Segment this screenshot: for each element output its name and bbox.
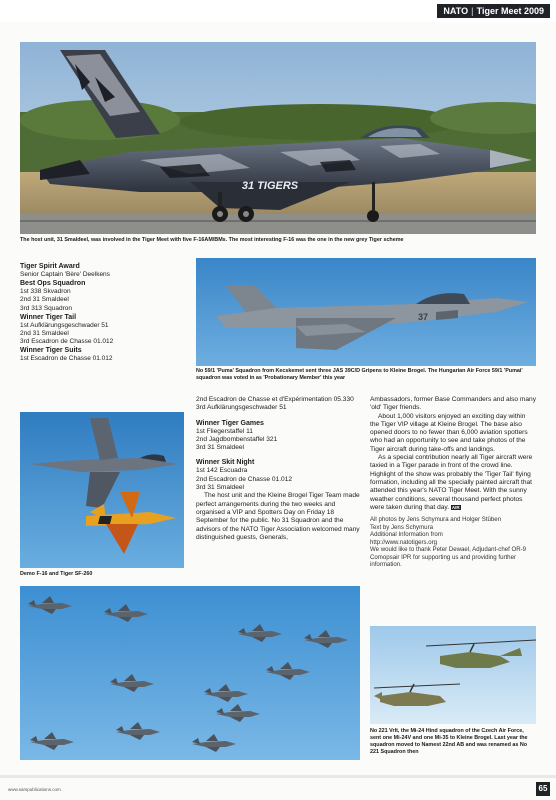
- award-title: Winner Tiger Tail: [20, 313, 77, 321]
- text-line: 1st Fliegerstaffel 11: [196, 427, 253, 435]
- demo-photo: [20, 412, 184, 568]
- credits: [370, 516, 536, 569]
- award-line: 1st 338 Skvadron: [20, 288, 71, 296]
- skit-heading: Winner Skit Night: [196, 459, 255, 467]
- body-text: As a special contribution nearly all Tiger aircraft were taxied in a Tiger parade in front of the crowd line. Highlight of the show was probably the 'Tiger Tail' flying formation, including all the specially painted aircraft that attended this year's NATO Tiger Meet. With the sunny weather conditions, several thousand perfect photos were taken during that day.: [370, 454, 533, 511]
- award-block: [20, 346, 192, 363]
- award-line: 2nd 31 Smaldeel: [20, 330, 69, 338]
- mi24-caption: No 221 Vrlt, the Mi-24 Hind squadron of the Czech Air Force, sent one Mi-24V and one Mi-35 to Kleine Brogel. Last year the squadron moved to Namest 22nd AB and was renamed as No 221 Squadron then: [370, 728, 528, 755]
- gripen-number: 37: [418, 312, 429, 322]
- award-line: Senior Captain 'Bère' Deelkens: [20, 271, 110, 278]
- text-line: 2nd Jagdbombenstaffel 321: [196, 435, 278, 443]
- credit-thanks: We would like to thank Peter Dewael, Adjudant-chef OR-9 Comopsair IPR for supporting us and providing further information.: [370, 546, 527, 569]
- awards-list: [20, 262, 192, 364]
- award-block: [20, 313, 192, 347]
- credit-url[interactable]: http://www.natotigers.org: [370, 538, 438, 546]
- award-title: Tiger Spirit Award: [20, 263, 80, 270]
- award-line: 3rd Escadron de Chasse 01.012: [20, 338, 114, 346]
- body-paragraph: [370, 454, 536, 512]
- body-paragraph: About 1,000 visitors enjoyed an exciting day within the Tiger VIP village at Kleine Brogel. The base also opened doors to no fewer than 6,000 aviation spotters who had an opportunity to see and take photos of the Tiger aircraft during take-offs and landings.: [370, 412, 528, 453]
- gripen-photo: [196, 258, 536, 366]
- body-paragraph: The host unit and the Kleine Brogel Tiger Team made perfect arrangements during the two weeks and organised a VIP and Spotters Day on Friday 18 September for the public. No 31 Squadron and the advisors of the NATO Tiger Association welcomed many distinguished guests, Generals,: [196, 492, 360, 541]
- award-title: Best Ops Squadron: [20, 280, 86, 288]
- text-line: 3rd 31 Smaldeel: [196, 444, 245, 452]
- award-title: Winner Tiger Suits: [20, 347, 82, 355]
- award-line: 1st Aufklärungsgeschwader 51: [20, 321, 109, 329]
- section-title: Tiger Meet 2009: [476, 6, 544, 16]
- text-line: 2nd Escadron de Chasse 01.012: [196, 475, 293, 483]
- body-paragraph: Ambassadors, former Base Commanders and also many 'old' Tiger friends.: [370, 396, 537, 412]
- formation-photo: [20, 586, 360, 760]
- footer-url[interactable]: www.sampublications.com: [8, 787, 61, 792]
- award-line: 1st Escadron de Chasse 01.012: [20, 355, 113, 363]
- top-photo-caption: The host unit, 31 Smaldeel, was involved in the Tiger Meet with five F-16AM/BMs. The most interesting F-16 was the one in the new grey Tiger scheme: [20, 237, 404, 243]
- page-number: 65: [536, 782, 550, 796]
- page-header: [0, 0, 556, 22]
- text-line: 1st 142 Escuadra: [196, 467, 248, 475]
- middle-column: [196, 396, 364, 542]
- award-line: 2nd 31 Smaldeel: [20, 296, 69, 304]
- tail-marking: 31 TIGERS: [241, 180, 299, 192]
- top-f16-photo: [20, 42, 536, 234]
- award-block: [20, 279, 192, 313]
- credit-photos: All photos by Jens Schymura and Holger Stüben: [370, 516, 502, 524]
- award-line: 3rd 313 Squadron: [20, 304, 73, 312]
- right-column: [370, 396, 536, 569]
- footer-divider: [0, 775, 556, 778]
- credit-info: Additional Information from: [370, 531, 443, 539]
- text-line: 3rd Aufklärungsgeschwader 51: [196, 404, 287, 412]
- games-heading: Winner Tiger Games: [196, 419, 264, 427]
- text-line: 2nd Escadron de Chasse et d'Expérimentation 05.330: [196, 396, 354, 403]
- section-tab: NATO | Tiger Meet 2009: [437, 4, 550, 18]
- section-label: NATO: [443, 6, 469, 16]
- text-line: 3rd 31 Smaldeel: [196, 484, 245, 492]
- demo-caption: Demo F-16 and Tiger SF-260: [20, 571, 93, 577]
- mi24-photo: [370, 626, 536, 724]
- award-block: [20, 262, 192, 279]
- gripen-caption: No 59/1 'Puma' Squadron from Kecskemet sent three JAS 39C/D Gripens to Kleine Brogel. The Hungarian Air Force 59/1 'Pumai' squadron was voted in as 'Probationary Member' this year: [196, 368, 523, 381]
- credit-text: Text by Jens Schymura: [370, 523, 433, 531]
- end-mark: AIR: [451, 504, 460, 510]
